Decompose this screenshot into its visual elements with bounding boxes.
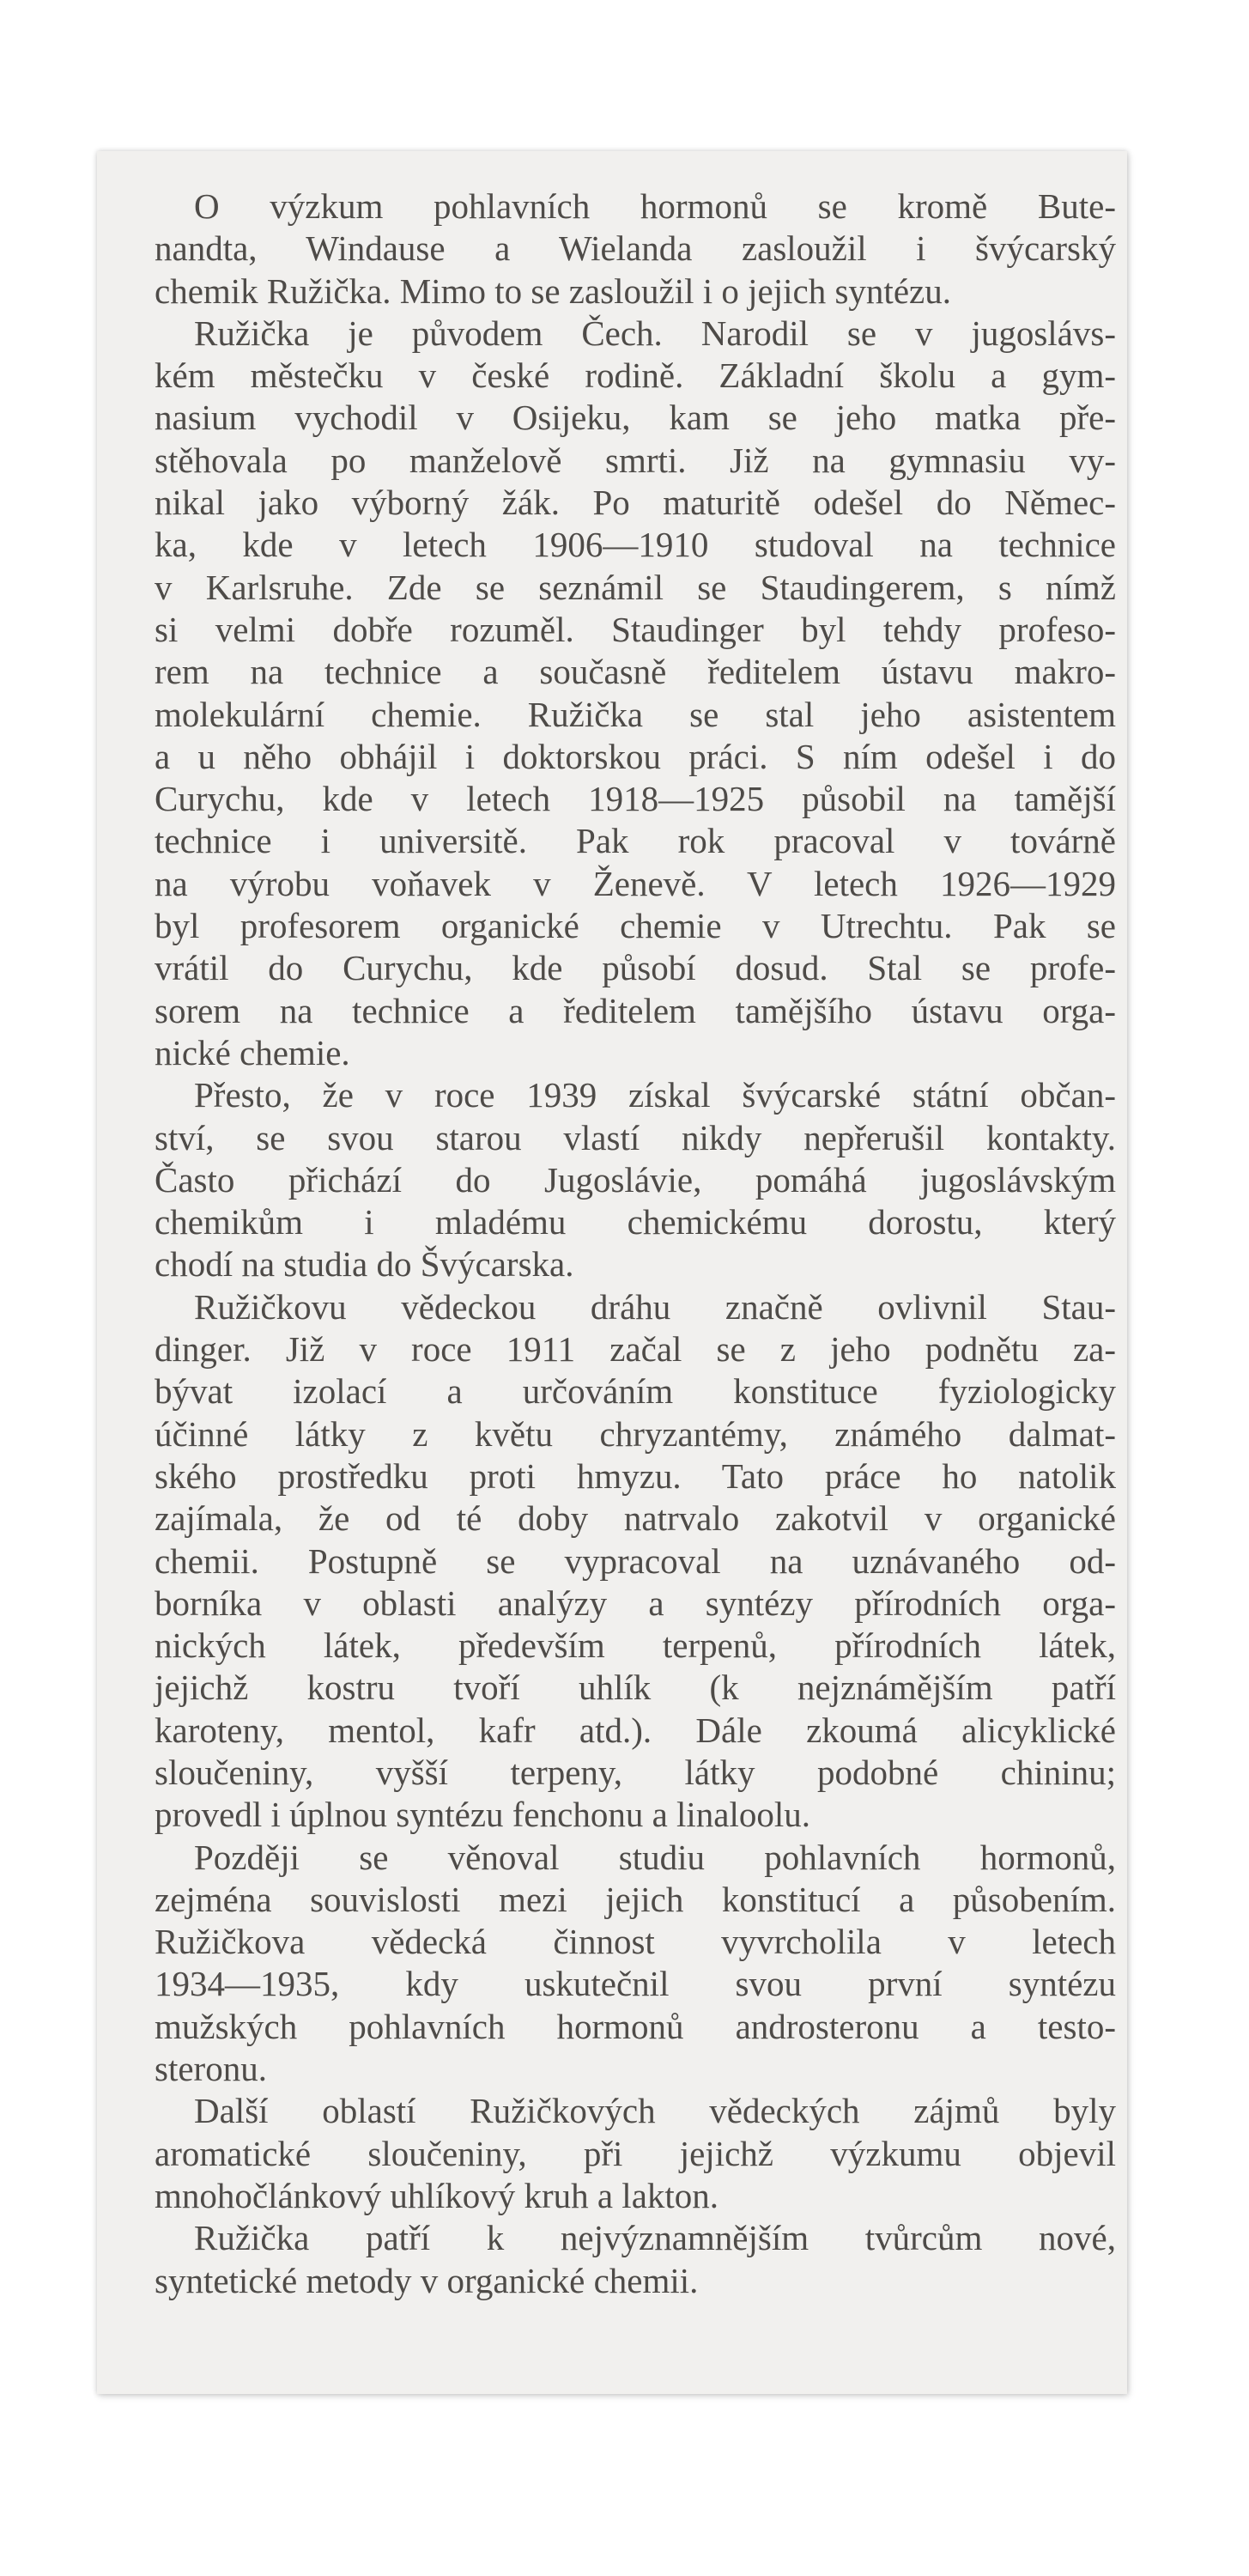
text-line: steronu. xyxy=(155,2049,267,2089)
paragraph xyxy=(155,1837,1116,2091)
text-line: chemik Ružička. Mimo to se zasloužil i o jejich syntézu. xyxy=(155,270,951,311)
text-line: nasium vychodil v Osijeku, kam se jeho matka pře- xyxy=(155,398,1116,438)
text-line: ství, se svou starou vlastí nikdy nepřerušil kontakty. xyxy=(155,1117,1116,1157)
text-line: bývat izolací a určováním konstituce fyziologicky xyxy=(155,1371,1116,1412)
text-line: zajímala, že od té doby natrvalo zakotvil v organické xyxy=(155,1498,1116,1539)
text-line: zejména souvislosti mezi jejich konstitucí a působením. xyxy=(155,1879,1116,1919)
text-line: Ružičkovu vědeckou dráhu značně ovlivnil Stau- xyxy=(194,1286,1116,1327)
text-line: účinné látky z květu chryzantémy, známého dalmat- xyxy=(155,1413,1116,1454)
text-line: syntetické metody v organické chemii. xyxy=(155,2260,699,2300)
text-line: nické chemie. xyxy=(155,1032,350,1072)
text-line: Další oblastí Ružičkových vědeckých zájmů byly xyxy=(194,2091,1116,2131)
text-line: v Karlsruhe. Zde se seznámil se Staudingerem, s nímž xyxy=(155,567,1116,607)
text-line: aromatické sloučeniny, při jejichž výzkumu objevil xyxy=(155,2133,1116,2173)
text-line: provedl i úplnou syntézu fenchonu a linaloolu. xyxy=(155,1795,811,1835)
text-line: borníka v oblasti analýzy a syntézy přírodních orga- xyxy=(155,1583,1116,1623)
text-line: nandta, Windause a Wielanda zasloužil i švýcarský xyxy=(155,228,1116,269)
text-line: byl profesorem organické chemie v Utrechtu. Pak se xyxy=(155,906,1116,946)
text-line: chemii. Postupně se vypracoval na uznávaného od- xyxy=(155,1540,1116,1581)
text-line: chemikům i mladému chemickému dorostu, který xyxy=(155,1202,1116,1242)
text-line: molekulární chemie. Ružička se stal jeho asistentem xyxy=(155,694,1116,734)
text-line: sorem na technice a ředitelem tamějšího ústavu orga- xyxy=(155,990,1116,1030)
text-line: mnohočlánkový uhlíkový kruh a lakton. xyxy=(155,2175,719,2215)
text-line: Ružičkova vědecká činnost vyvrcholila v letech xyxy=(155,1922,1116,1962)
text-line: nických látek, především terpenů, přírodních látek, xyxy=(155,1625,1116,1666)
text-line: technice i universitě. Pak rok pracoval v továrně xyxy=(155,821,1116,861)
text-line: 1934—1935, kdy uskutečnil svou první syntézu xyxy=(155,1964,1116,2004)
text-line: karoteny, mentol, kafr atd.). Dále zkoumá alicyklické xyxy=(155,1710,1116,1750)
text-line: Curychu, kde v letech 1918—1925 působil na tamější xyxy=(155,779,1116,819)
text-line: Často přichází do Jugoslávie, pomáhá jugoslávským xyxy=(155,1159,1116,1200)
text-line: stěhovala po manželově smrti. Již na gymnasiu vy- xyxy=(155,440,1116,480)
document-page xyxy=(97,151,1127,2394)
paragraph xyxy=(155,1074,1116,1285)
text-line: kém městečku v české rodině. Základní školu a gym- xyxy=(155,355,1116,396)
text-line: Ružička je původem Čech. Narodil se v jugoslávs- xyxy=(194,313,1116,353)
text-line: nikal jako výborný žák. Po maturitě odešel do Němec- xyxy=(155,483,1116,523)
paragraph xyxy=(155,2090,1116,2217)
text-line: ského prostředku proti hmyzu. Tato práce ho natolik xyxy=(155,1455,1116,1496)
text-line: ka, kde v letech 1906—1910 studoval na technice xyxy=(155,525,1116,565)
article-body xyxy=(155,185,1116,2302)
text-line: chodí na studia do Švýcarska. xyxy=(155,1244,574,1285)
text-line: a u něho obhájil i doktorskou práci. S ním odešel i do xyxy=(155,736,1116,776)
paragraph xyxy=(155,2217,1116,2302)
text-line: jejichž kostru tvoří uhlík (k nejznámějším patří xyxy=(155,1668,1116,1708)
text-line: si velmi dobře rozuměl. Staudinger byl tehdy profeso- xyxy=(155,609,1116,649)
text-line: Přesto, že v roce 1939 získal švýcarské státní občan- xyxy=(194,1075,1116,1115)
text-line: rem na technice a současně ředitelem ústavu makro- xyxy=(155,652,1116,692)
text-line: O výzkum pohlavních hormonů se kromě Bute- xyxy=(194,186,1116,226)
text-line: Později se věnoval studiu pohlavních hormonů, xyxy=(194,1837,1116,1877)
paragraph xyxy=(155,313,1116,1074)
text-line: na výrobu voňavek v Ženevě. V letech 1926—1929 xyxy=(155,863,1116,903)
text-line: Ružička patří k nejvýznamnějším tvůrcům nové, xyxy=(194,2218,1116,2258)
text-line: mužských pohlavních hormonů androsteronu a testo- xyxy=(155,2006,1116,2046)
paragraph xyxy=(155,1286,1116,1837)
paragraph xyxy=(155,185,1116,313)
text-line: sloučeniny, vyšší terpeny, látky podobné chininu; xyxy=(155,1752,1116,1792)
text-line: dinger. Již v roce 1911 začal se z jeho podnětu za- xyxy=(155,1329,1116,1370)
text-line: vrátil do Curychu, kde působí dosud. Stal se profe- xyxy=(155,948,1116,988)
